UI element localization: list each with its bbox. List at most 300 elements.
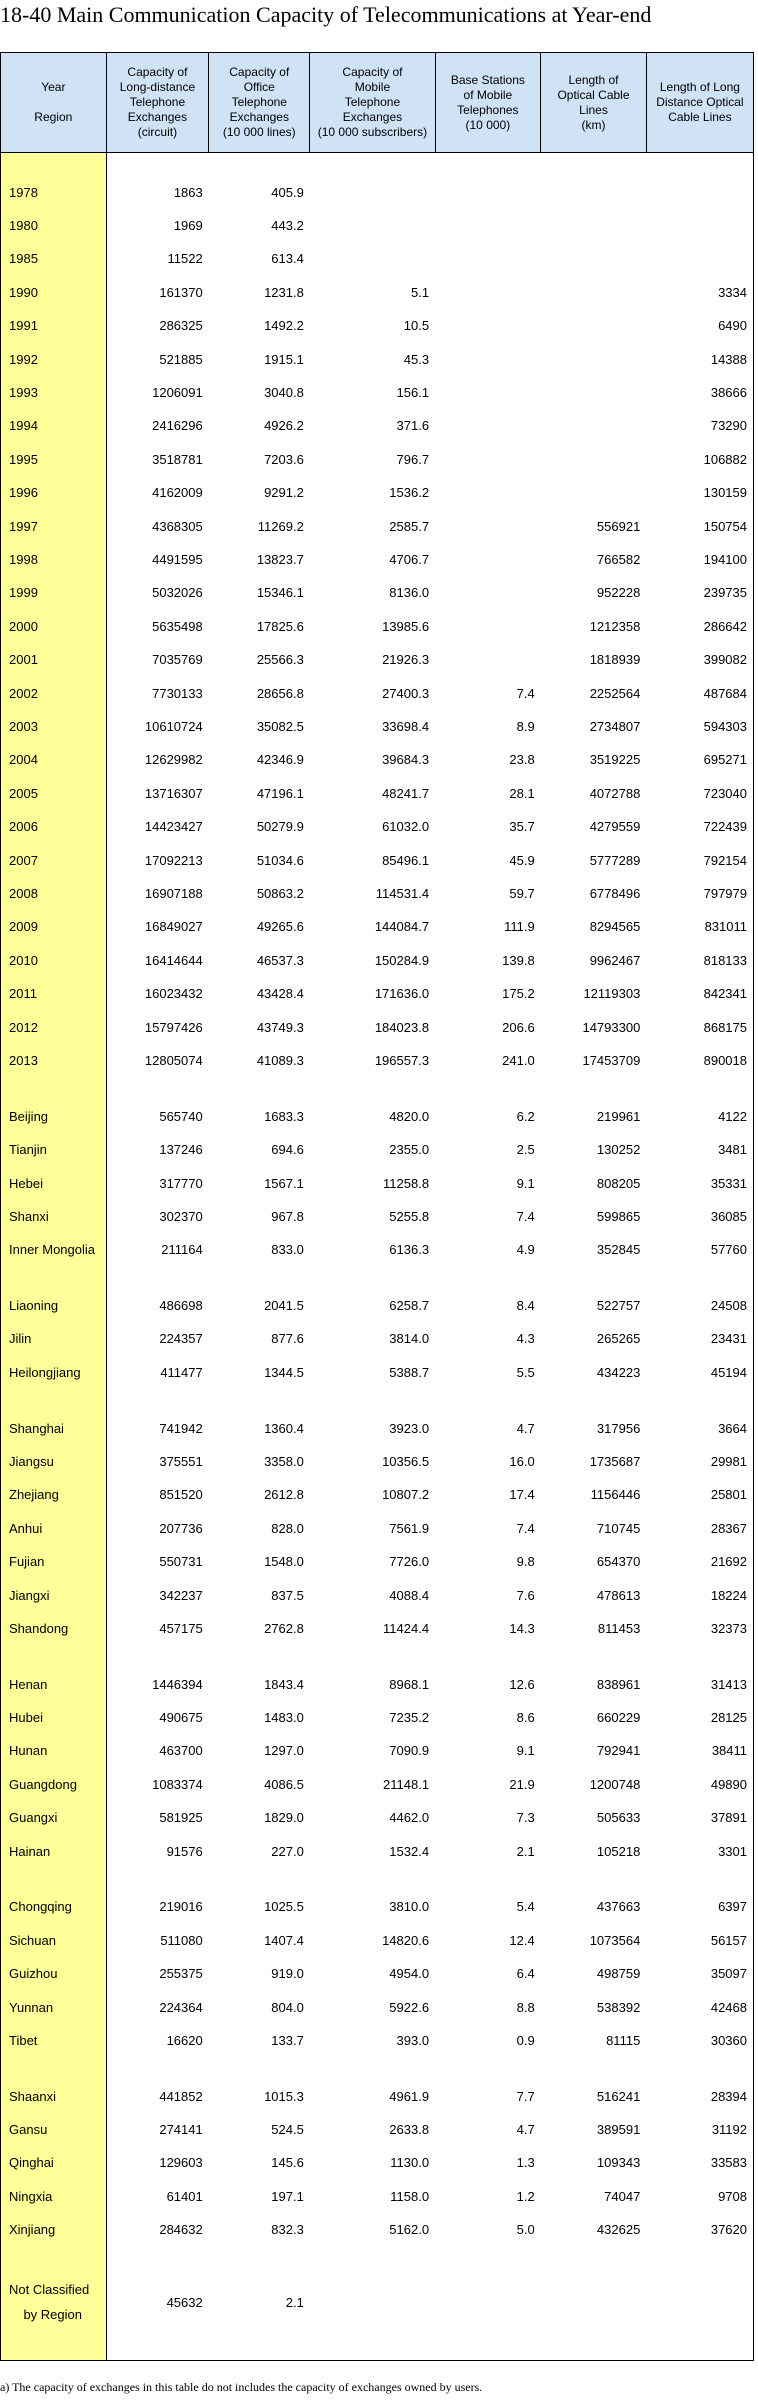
table-row xyxy=(1,1044,754,1077)
table-cell: 832.3 xyxy=(271,2222,304,2238)
table-cell: 1344.5 xyxy=(264,1364,304,1380)
table-row xyxy=(1,2180,754,2213)
table-title: 18-40 Main Communication Capacity of Telecommunications at Year-end xyxy=(0,2,652,27)
table-cell: 1212358 xyxy=(589,618,641,634)
table-cell: 265265 xyxy=(596,1331,641,1347)
table-cell: 4279559 xyxy=(589,819,641,835)
table-cell: 9.1 xyxy=(516,1175,535,1191)
table-cell: 106882 xyxy=(646,443,753,476)
row-label: Hubei xyxy=(1,1701,107,1734)
row-label: Shanxi xyxy=(1,1200,107,1233)
table-cell: 302370 xyxy=(159,1208,203,1224)
table-cell: 35.7 xyxy=(509,819,535,835)
row-label: 2013 xyxy=(1,1044,107,1077)
table-cell: 48241.7 xyxy=(382,785,430,801)
table-cell xyxy=(541,2269,647,2337)
table-cell xyxy=(646,242,753,275)
table-cell: 28656.8 xyxy=(256,685,304,701)
table-cell: 6778496 xyxy=(589,886,641,902)
table-cell: 17825.6 xyxy=(256,618,304,634)
row-label: Xinjiang xyxy=(1,2213,107,2246)
table-cell: 16907188 xyxy=(144,886,203,902)
table-cell: 660229 xyxy=(596,1710,641,1726)
table-body xyxy=(1,153,754,2361)
table-cell: 1446394 xyxy=(152,1676,203,1692)
row-label: 2012 xyxy=(1,1010,107,1043)
table-cell: 7.6 xyxy=(516,1587,535,1603)
header-long-distance xyxy=(106,53,209,153)
table-cell: 3923.0 xyxy=(389,1420,430,1436)
table-cell: 4.9 xyxy=(516,1242,535,1258)
table-cell: 206.6 xyxy=(502,1019,535,1035)
table-cell: 434223 xyxy=(596,1364,641,1380)
table-cell: 16414644 xyxy=(144,952,203,968)
table-cell: 654370 xyxy=(596,1554,641,1570)
header-optical xyxy=(541,53,647,153)
table-cell: 28.1 xyxy=(509,785,535,801)
table-cell: 61401 xyxy=(166,2188,203,2204)
table-cell xyxy=(310,209,435,242)
table-row xyxy=(1,2079,754,2112)
row-label: 1990 xyxy=(1,276,107,309)
row-label: Ningxia xyxy=(1,2180,107,2213)
table-cell: 4706.7 xyxy=(389,552,430,567)
table-cell: 1863 xyxy=(173,184,203,200)
table-row xyxy=(1,1411,754,1444)
table-cell xyxy=(435,576,541,609)
table-cell: 21148.1 xyxy=(383,1776,430,1792)
table-cell: 5032026 xyxy=(152,585,203,601)
row-label: Jiangxi xyxy=(1,1578,107,1611)
table-cell: 5777289 xyxy=(589,852,641,868)
table-cell: 2252564 xyxy=(589,685,641,701)
table-cell: 15797426 xyxy=(144,1019,203,1035)
table-cell: 808205 xyxy=(596,1175,641,1191)
table-cell: 2416296 xyxy=(152,418,203,434)
table-cell: 30360 xyxy=(646,2024,753,2057)
table-cell: 498759 xyxy=(596,1966,641,1982)
table-cell: 6.4 xyxy=(516,1966,535,1982)
table-cell: 38666 xyxy=(646,376,753,409)
spacer-row xyxy=(1,1077,754,1099)
table-cell: 831011 xyxy=(646,910,753,943)
row-label: Beijing xyxy=(1,1100,107,1133)
table-cell: 4462.0 xyxy=(389,1810,430,1826)
table-cell: 139.8 xyxy=(502,952,535,968)
table-cell: 42468 xyxy=(646,1990,753,2023)
table-row xyxy=(1,1768,754,1801)
table-cell: 7.7 xyxy=(516,2088,535,2104)
row-label: Shandong xyxy=(1,1612,107,1645)
table-cell: 9.1 xyxy=(516,1743,535,1759)
table-cell: 16849027 xyxy=(144,919,203,935)
table-row xyxy=(1,1356,754,1389)
table-cell: 133.7 xyxy=(271,2032,304,2048)
table-cell: 1297.0 xyxy=(264,1743,304,1759)
table-cell: 2.1 xyxy=(516,1843,535,1859)
table-row xyxy=(1,1445,754,1478)
table-cell: 2355.0 xyxy=(389,1142,430,1158)
table-cell: 4820.0 xyxy=(389,1108,430,1124)
row-label: Sichuan xyxy=(1,1924,107,1957)
table-row xyxy=(1,1957,754,1990)
table-cell: 3481 xyxy=(646,1133,753,1166)
table-cell: 804.0 xyxy=(271,1999,304,2015)
table-cell: 1231.8 xyxy=(264,284,304,300)
header-text: Capacity of Mobile Telephone Exchanges (10 000 subscribers) xyxy=(317,65,428,139)
table-cell: 1483.0 xyxy=(264,1710,304,1726)
table-cell: 16.0 xyxy=(509,1453,535,1469)
table-cell: 12.6 xyxy=(509,1676,535,1692)
table-cell: 581925 xyxy=(159,1810,203,1826)
table-cell: 2585.7 xyxy=(389,518,430,534)
table-cell: 145.6 xyxy=(271,2155,304,2171)
row-label: Hainan xyxy=(1,1834,107,1867)
table-cell: 109343 xyxy=(596,2155,641,2171)
header-text: Capacity of Office Telephone Exchanges (10 000 lines) xyxy=(222,65,296,139)
table-cell: 35331 xyxy=(646,1166,753,1199)
table-row xyxy=(1,309,754,342)
table-cell: 12119303 xyxy=(583,986,641,1002)
table-cell: 1130.0 xyxy=(390,2155,430,2171)
table-row xyxy=(1,1322,754,1355)
table-cell: 28394 xyxy=(646,2079,753,2112)
table-cell: 25566.3 xyxy=(256,652,304,668)
table-cell: 45.3 xyxy=(403,351,430,367)
table-cell: 3358.0 xyxy=(264,1453,304,1469)
table-row xyxy=(1,1990,754,2023)
table-cell: 8968.1 xyxy=(389,1676,430,1692)
row-label: 2009 xyxy=(1,910,107,943)
row-label: 2011 xyxy=(1,977,107,1010)
table-cell: 16023432 xyxy=(144,986,203,1002)
header-year-region xyxy=(1,53,107,153)
table-row xyxy=(1,1166,754,1199)
table-cell: 13716307 xyxy=(144,785,203,801)
table-cell: 565740 xyxy=(159,1108,203,1124)
row-label: Henan xyxy=(1,1667,107,1700)
table-cell xyxy=(310,175,435,208)
table-cell: 43428.4 xyxy=(256,986,304,1002)
table-cell xyxy=(310,2269,435,2337)
table-row xyxy=(1,476,754,509)
table-cell: 5922.6 xyxy=(389,1999,430,2015)
table-cell: 219016 xyxy=(159,1899,203,1915)
table-cell: 3040.8 xyxy=(264,384,304,400)
table-cell: 3518781 xyxy=(152,451,203,467)
table-cell: 13823.7 xyxy=(256,552,304,567)
table-row xyxy=(1,676,754,709)
table-cell: 9291.2 xyxy=(264,485,304,501)
row-label: Shaanxi xyxy=(1,2079,107,2112)
table-cell: 2633.8 xyxy=(389,2122,430,2138)
table-cell xyxy=(435,175,541,208)
table-cell: 1818939 xyxy=(589,652,641,668)
table-row xyxy=(1,777,754,810)
table-cell: 10807.2 xyxy=(382,1487,430,1503)
table-cell: 24508 xyxy=(646,1289,753,1322)
table-cell: 4491595 xyxy=(152,552,203,567)
table-cell: 613.4 xyxy=(271,251,304,267)
table-cell: 74047 xyxy=(604,2188,641,2204)
table-cell xyxy=(435,376,541,409)
row-label: 2006 xyxy=(1,810,107,843)
row-label: Shanghai xyxy=(1,1411,107,1444)
table-cell: 4954.0 xyxy=(389,1966,430,1982)
table-cell: 16620 xyxy=(166,2032,203,2048)
table-cell: 3814.0 xyxy=(389,1331,430,1347)
table-cell: 37620 xyxy=(646,2213,753,2246)
table-cell: 919.0 xyxy=(271,1966,304,1982)
table-cell: 8.6 xyxy=(516,1710,535,1726)
table-cell xyxy=(541,309,647,342)
table-cell: 51034.6 xyxy=(256,852,304,868)
table-row xyxy=(1,1612,754,1645)
table-cell: 227.0 xyxy=(271,1843,304,1859)
table-cell xyxy=(435,242,541,275)
table-cell xyxy=(646,175,753,208)
table-cell: 46537.3 xyxy=(256,952,304,968)
row-label: Guangxi xyxy=(1,1801,107,1834)
table-cell: 129603 xyxy=(159,2155,203,2171)
table-cell: 5255.8 xyxy=(389,1208,430,1224)
spacer-row xyxy=(1,1389,754,1411)
table-cell: 432625 xyxy=(596,2222,641,2238)
table-cell: 1683.3 xyxy=(264,1108,304,1124)
table-cell: 12.4 xyxy=(509,1932,535,1948)
table-cell xyxy=(435,209,541,242)
table-row xyxy=(1,209,754,242)
header-text: Length of Long Distance Optical Cable Lines xyxy=(656,80,744,124)
table-cell: 25801 xyxy=(646,1478,753,1511)
row-label: 1985 xyxy=(1,242,107,275)
table-cell: 4.7 xyxy=(516,2122,535,2138)
table-row xyxy=(1,276,754,309)
table-cell: 29981 xyxy=(646,1445,753,1478)
table-cell: 838961 xyxy=(596,1676,641,1692)
table-cell: 6397 xyxy=(646,1890,753,1923)
table-row xyxy=(1,1578,754,1611)
row-label: 1980 xyxy=(1,209,107,242)
table-row xyxy=(1,543,754,576)
table-cell: 41089.3 xyxy=(256,1053,304,1069)
table-row xyxy=(1,1512,754,1545)
table-cell: 255375 xyxy=(159,1966,203,1982)
table-cell: 1360.4 xyxy=(264,1420,304,1436)
table-cell: 5.0 xyxy=(516,2222,535,2238)
table-cell: 5635498 xyxy=(152,618,203,634)
table-cell: 1829.0 xyxy=(264,1810,304,1826)
table-cell: 1.2 xyxy=(516,2188,535,2204)
table-cell: 42346.9 xyxy=(256,752,304,768)
row-label: Jilin xyxy=(1,1322,107,1355)
table-cell: 11258.8 xyxy=(383,1175,430,1191)
table-cell xyxy=(541,476,647,509)
table-cell: 14793300 xyxy=(582,1019,641,1035)
table-cell: 105218 xyxy=(596,1843,641,1859)
table-cell: 1083374 xyxy=(152,1776,203,1792)
table-row xyxy=(1,409,754,442)
table-cell: 6136.3 xyxy=(389,1242,430,1258)
table-cell: 59.7 xyxy=(509,886,535,902)
row-label: Hebei xyxy=(1,1166,107,1199)
table-row xyxy=(1,1133,754,1166)
table-cell: 695271 xyxy=(646,743,753,776)
table-cell: 161370 xyxy=(159,284,203,300)
table-cell xyxy=(541,242,647,275)
row-label: 1998 xyxy=(1,543,107,576)
table-cell: 10610724 xyxy=(144,719,203,735)
table-cell: 352845 xyxy=(596,1242,641,1258)
row-label: 1996 xyxy=(1,476,107,509)
table-row xyxy=(1,443,754,476)
row-label: Anhui xyxy=(1,1512,107,1545)
row-label: Gansu xyxy=(1,2113,107,2146)
table-row xyxy=(1,376,754,409)
table-cell: 9.8 xyxy=(516,1554,535,1570)
table-cell xyxy=(541,376,647,409)
table-row xyxy=(1,1890,754,1923)
data-table xyxy=(0,52,754,2361)
table-cell: 1548.0 xyxy=(264,1554,304,1570)
table-cell: 85496.1 xyxy=(382,852,430,868)
table-cell: 818133 xyxy=(646,944,753,977)
table-cell: 239735 xyxy=(646,576,753,609)
table-cell: 1025.5 xyxy=(264,1899,304,1915)
table-cell: 18224 xyxy=(646,1578,753,1611)
table-cell: 516241 xyxy=(596,2088,641,2104)
footnote: a) The capacity of exchanges in this table do not includes the capacity of exchanges owned by users. xyxy=(0,2380,483,2394)
table-cell: 45.9 xyxy=(509,852,535,868)
table-cell: 317956 xyxy=(596,1420,641,1436)
header-mobile xyxy=(310,53,435,153)
table-cell: 1915.1 xyxy=(264,351,304,367)
table-cell: 487684 xyxy=(646,676,753,709)
table-cell: 27400.3 xyxy=(382,685,430,701)
table-cell: 39684.3 xyxy=(382,752,430,768)
table-cell xyxy=(435,610,541,643)
table-cell: 50863.2 xyxy=(256,886,304,902)
row-label: 2004 xyxy=(1,743,107,776)
table-cell: 5.5 xyxy=(516,1364,535,1380)
table-cell: 7730133 xyxy=(152,685,203,701)
table-row xyxy=(1,743,754,776)
table-cell: 207736 xyxy=(159,1520,203,1536)
table-cell: 7235.2 xyxy=(389,1710,430,1726)
table-cell: 284632 xyxy=(159,2222,203,2238)
table-cell: 35097 xyxy=(646,1957,753,1990)
table-cell: 556921 xyxy=(596,518,641,534)
table-cell: 6490 xyxy=(646,309,753,342)
table-cell: 1843.4 xyxy=(264,1676,304,1692)
table-row xyxy=(1,1701,754,1734)
table-cell: 14.3 xyxy=(509,1620,535,1636)
table-cell: 594303 xyxy=(646,710,753,743)
table-cell: 28125 xyxy=(646,1701,753,1734)
table-cell: 50279.9 xyxy=(256,819,304,835)
row-label: Zhejiang xyxy=(1,1478,107,1511)
table-cell: 91576 xyxy=(166,1843,203,1859)
table-row xyxy=(1,2146,754,2179)
table-row xyxy=(1,2113,754,2146)
table-cell xyxy=(435,543,541,576)
table-cell: 490675 xyxy=(159,1710,203,1726)
table-cell: 14820.6 xyxy=(382,1932,430,1948)
table-cell: 399082 xyxy=(646,643,753,676)
table-cell: 8.8 xyxy=(516,1999,535,2015)
table-row xyxy=(1,1010,754,1043)
header-text: Capacity of Long-distance Telephone Exchanges (circuit) xyxy=(119,65,196,139)
table-cell: 2041.5 xyxy=(264,1298,304,1314)
table-row xyxy=(1,910,754,943)
table-row xyxy=(1,2024,754,2057)
table-cell: 371.6 xyxy=(396,418,430,434)
spacer-row xyxy=(1,1868,754,1890)
table-cell: 3334 xyxy=(646,276,753,309)
table-cell: 8.4 xyxy=(516,1298,535,1314)
table-cell: 56157 xyxy=(646,1924,753,1957)
row-label: 1992 xyxy=(1,342,107,375)
row-label: 1997 xyxy=(1,509,107,542)
table-cell: 710745 xyxy=(596,1520,641,1536)
table-cell: 1969 xyxy=(173,217,203,233)
table-row xyxy=(1,2269,754,2337)
table-row xyxy=(1,509,754,542)
table-cell xyxy=(435,509,541,542)
table-cell: 967.8 xyxy=(271,1208,304,1224)
table-cell: 3810.0 xyxy=(389,1899,430,1915)
table-cell: 7.4 xyxy=(516,1520,535,1536)
table-cell: 17092213 xyxy=(144,852,203,868)
table-cell: 286642 xyxy=(646,610,753,643)
table-cell: 8294565 xyxy=(589,919,641,935)
table-cell: 4368305 xyxy=(152,518,203,534)
table-row xyxy=(1,877,754,910)
table-cell: 219961 xyxy=(596,1108,641,1124)
header-office xyxy=(209,53,310,153)
row-label: Guizhou xyxy=(1,1957,107,1990)
table-cell: 405.9 xyxy=(271,184,304,200)
table-cell: 1206091 xyxy=(152,384,203,400)
table-cell: 17453709 xyxy=(582,1053,641,1069)
table-cell: 550731 xyxy=(159,1554,203,1570)
spacer-row xyxy=(1,1267,754,1289)
table-cell: 505633 xyxy=(596,1810,641,1826)
spacer-row xyxy=(1,153,754,176)
row-label: Not Classified by Region xyxy=(1,2269,107,2337)
row-label: 1995 xyxy=(1,443,107,476)
table-cell: 1532.4 xyxy=(389,1843,430,1859)
table-cell: 38411 xyxy=(646,1734,753,1767)
table-cell: 9962467 xyxy=(589,952,641,968)
table-cell: 521885 xyxy=(159,351,203,367)
table-cell: 4088.4 xyxy=(389,1587,430,1603)
table-cell: 130252 xyxy=(596,1142,641,1158)
table-cell: 4961.9 xyxy=(389,2088,430,2104)
table-cell: 441852 xyxy=(159,2088,203,2104)
spacer-row xyxy=(1,1645,754,1667)
table-cell: 15346.1 xyxy=(256,585,304,601)
table-cell: 317770 xyxy=(159,1175,203,1191)
row-label: 1999 xyxy=(1,576,107,609)
row-label: Heilongjiang xyxy=(1,1356,107,1389)
table-cell: 33583 xyxy=(646,2146,753,2179)
row-label: Hunan xyxy=(1,1734,107,1767)
table-cell: 952228 xyxy=(596,585,641,601)
table-cell: 23.8 xyxy=(509,752,535,768)
table-cell: 31413 xyxy=(646,1667,753,1700)
table-cell: 35082.5 xyxy=(256,719,304,735)
